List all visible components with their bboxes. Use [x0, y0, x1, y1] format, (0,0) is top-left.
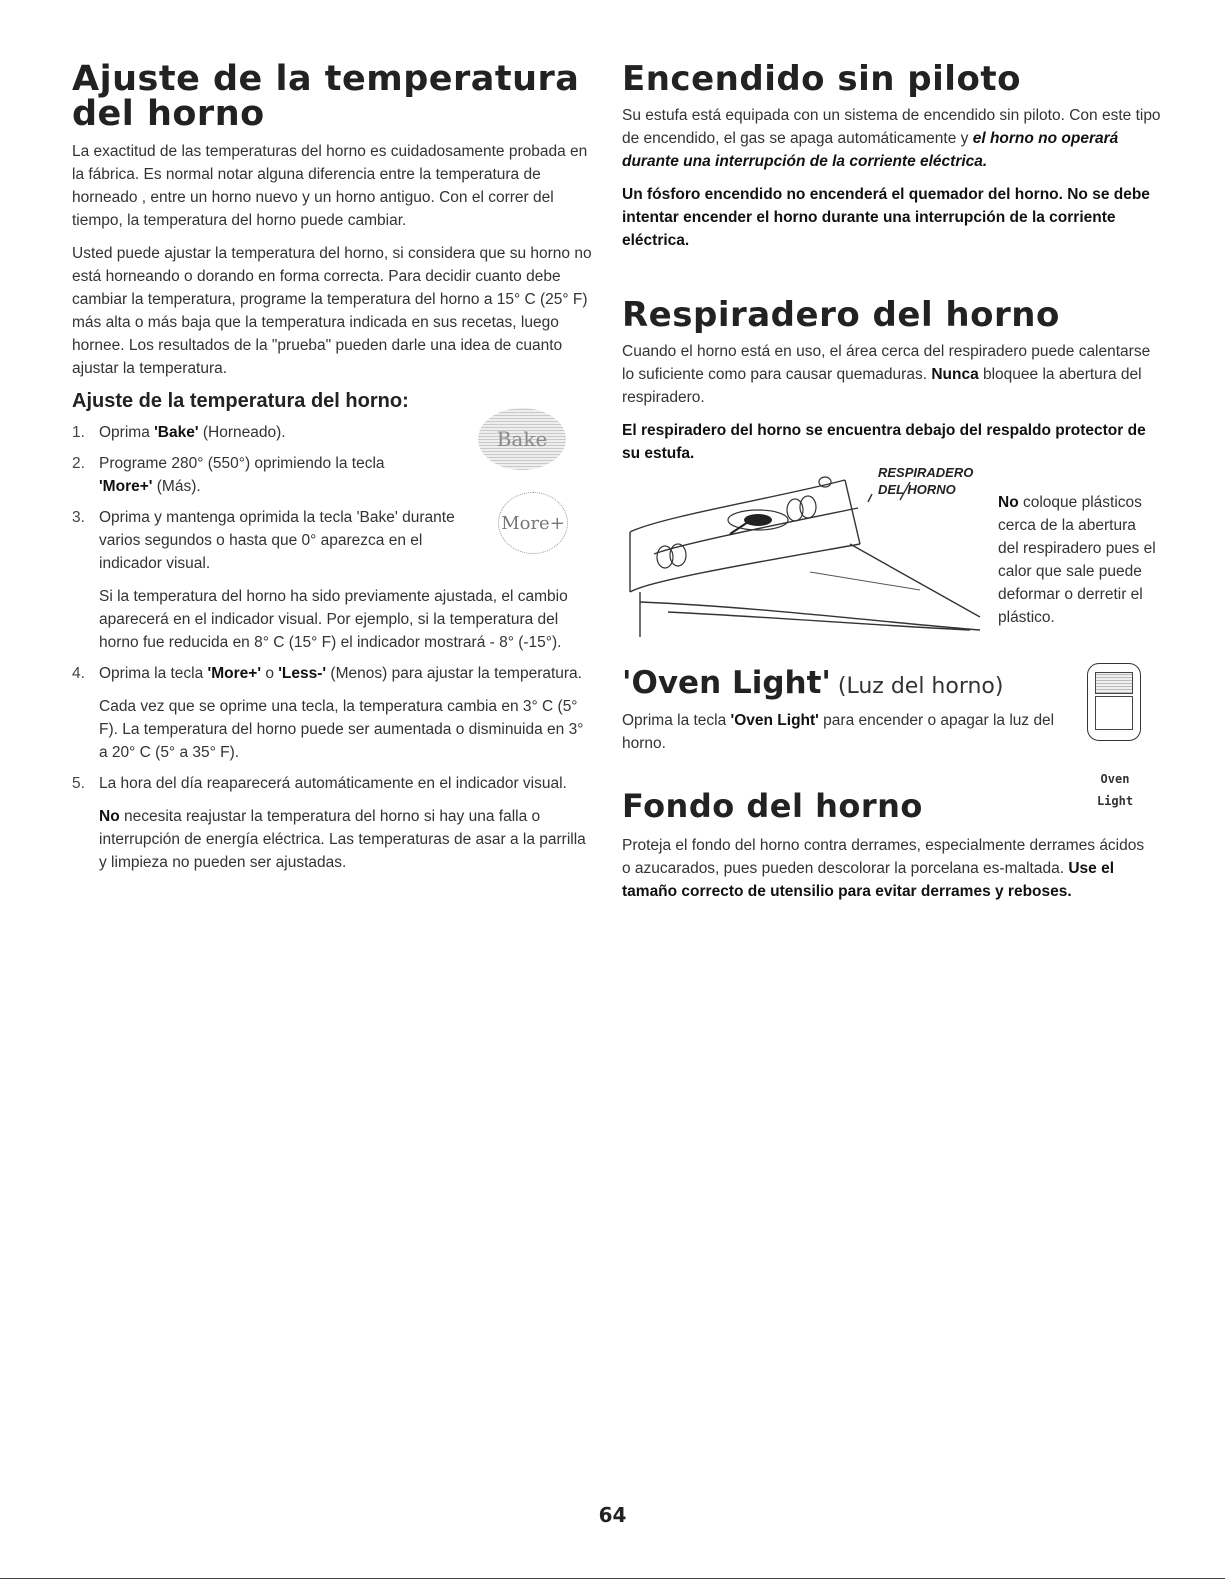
step-number: 2. — [72, 455, 85, 472]
vent-text: Cuando el horno está en uso, el área cerca del respiradero puede calentarse lo suficiente como para causar quemaduras. — [622, 343, 1151, 383]
step-number: 3. — [72, 509, 85, 526]
vent-label-line-1: RESPIRADERO — [878, 465, 974, 480]
step-text: Oprima — [99, 424, 155, 441]
steps-list — [72, 421, 592, 874]
title-oven-vent: Respiradero del horno — [622, 295, 1060, 335]
title-line-1: Ajuste de la temperatura — [72, 59, 580, 99]
bottom-rule — [0, 1578, 1225, 1579]
step-text: (Menos) para ajustar la temperatura. — [326, 665, 582, 682]
oven-light-key-indicator — [1095, 672, 1133, 694]
step-5 — [72, 772, 592, 874]
vent-illustration — [620, 462, 990, 652]
oven-light-text: para encender o apagar la luz del horno. — [622, 712, 1055, 752]
step-text: La hora del día reaparecerá automáticamente en el indicador visual. — [99, 775, 567, 792]
key-name: 'Bake' — [154, 424, 199, 441]
vent-label — [878, 464, 973, 498]
title-pilotless-ignition: Encendido sin piloto — [622, 59, 1021, 99]
oven-light-title-sub: (Luz del horno) — [830, 674, 1004, 699]
note-emphasis: No — [99, 808, 120, 825]
step-note — [99, 805, 592, 874]
note-text: necesita reajustar la temperatura del horno si hay una falla o interrupción de energía eléctrica. Las temperaturas de asar a la parrilla y limpieza no pueden ser ajustadas. — [99, 808, 586, 871]
ignition-text: Su estufa está equipada con un sistema de encendido sin piloto. Con este tipo de encendido, el gas se apaga automáticamente y — [622, 107, 1161, 147]
step-1 — [72, 421, 459, 444]
oven-bottom-paragraph — [622, 834, 1152, 903]
oven-light-key: 'Oven Light' — [730, 712, 819, 729]
vent-text: bloquee la abertura del respiradero. — [622, 366, 1142, 406]
key-name: 'More+' — [207, 665, 262, 682]
bake-key-graphic — [478, 408, 566, 470]
title-oven-light — [622, 665, 1082, 701]
left-column — [72, 59, 592, 882]
oven-light-section — [622, 665, 1082, 765]
oven-light-title-main: 'Oven Light' — [622, 665, 831, 701]
step-number: 5. — [72, 775, 85, 792]
title-oven-temp-adjust — [72, 59, 592, 134]
step-text: Oprima la tecla — [99, 665, 208, 682]
adjust-paragraph: Usted puede ajustar la temperatura del horno, si considera que su horno no está horneando o dorando en forma correcta. Para decidir cuanto debe cambiar la temperatura, programe la temperatura del horno a 15° C (25° F) más alta o más baja que la temperatura indicada en sus recetas, luego hornee. Los resultados de la "prueba" pueden darle una idea de cuanto ajustar la temperatura. — [72, 245, 592, 377]
title-oven-bottom: Fondo del horno — [622, 787, 923, 825]
page-number: 64 — [598, 1503, 627, 1527]
vent-warning-text: coloque plásticos cerca de la abertura del respiradero pues el calor que sale puede deformar o derretir el plástico. — [998, 494, 1156, 626]
step-text: o — [261, 665, 279, 682]
step-note: Cada vez que se oprime una tecla, la temperatura cambia en 3° C (5° F). La temperatura del horno puede ser aumentada o disminuida en 3° a 20° C (5° a 35° F). — [99, 698, 584, 761]
vent-warning-word: Nunca — [931, 366, 979, 383]
ignition-emphasis: el horno no operará durante una interrupción de la corriente eléctrica. — [622, 130, 1119, 170]
oven-light-paragraph — [622, 709, 1062, 755]
bake-key-label: Bake — [496, 427, 548, 451]
oven-bottom-section — [622, 787, 1152, 913]
vent-plastic-warning — [998, 491, 1158, 629]
vent-paragraph — [622, 340, 1162, 409]
step-text: Oprima y mantenga oprimida la tecla 'Bake' durante varios segundos o hasta que 0° aparezca en el indicador visual. — [99, 509, 455, 572]
ignition-paragraph — [622, 104, 1162, 173]
more-key-label: More+ — [501, 512, 565, 534]
subtitle-steps: Ajuste de la temperatura del horno: — [72, 390, 409, 412]
step-2 — [72, 452, 439, 498]
step-4 — [72, 662, 592, 764]
step-number: 1. — [72, 424, 85, 441]
title-line-2: del horno — [72, 94, 265, 134]
ignition-warning: Un fósforo encendido no encenderá el quemador del horno. No se debe intentar encender el horno durante una interrupción de la corriente eléctrica. — [622, 186, 1150, 249]
step-text: (Más). — [152, 478, 201, 495]
intro-paragraph: La exactitud de las temperaturas del horno es cuidadosamente probada en la fábrica. Es normal notar alguna diferencia entre la temperatura de horneado , entre un horno nuevo y un horno antiguo. Con el correr del tiempo, la temperatura del horno puede cambiar. — [72, 143, 588, 229]
caption-oven: Oven — [1100, 772, 1130, 786]
vent-warning-emphasis: No — [998, 494, 1019, 511]
right-column — [622, 59, 1162, 465]
step-number: 4. — [72, 665, 85, 682]
key-name: 'Less-' — [278, 665, 327, 682]
caption-light: Light — [1096, 794, 1134, 808]
oven-light-text: Oprima la tecla — [622, 712, 731, 729]
oven-bottom-emphasis: Use el tamaño correcto de utensilio para evitar derrames y reboses. — [622, 860, 1115, 900]
oven-light-key-body — [1095, 696, 1133, 730]
vent-label-line-2: DEL HORNO — [878, 482, 956, 497]
more-key-graphic — [498, 492, 568, 554]
step-note: Si la temperatura del horno ha sido previamente ajustada, el cambio aparecerá en el indicador visual. Por ejemplo, si la temperatura del horno fue reducida en 8° C (15° F) el indicador mostrará - 8° (-15°). — [99, 588, 568, 651]
key-name: 'More+' — [99, 478, 153, 495]
oven-light-key-graphic — [1087, 663, 1141, 741]
vent-location: El respiradero del horno se encuentra debajo del respaldo protector de su estufa. — [622, 422, 1146, 462]
oven-bottom-text: Proteja el fondo del horno contra derrames, especialmente derrames ácidos o azucarados, pues pueden descolorar la porcelana es-maltada. — [622, 837, 1145, 877]
step-text: (Horneado). — [198, 424, 286, 441]
step-text: Programe 280° (550°) oprimiendo la tecla — [99, 455, 385, 472]
